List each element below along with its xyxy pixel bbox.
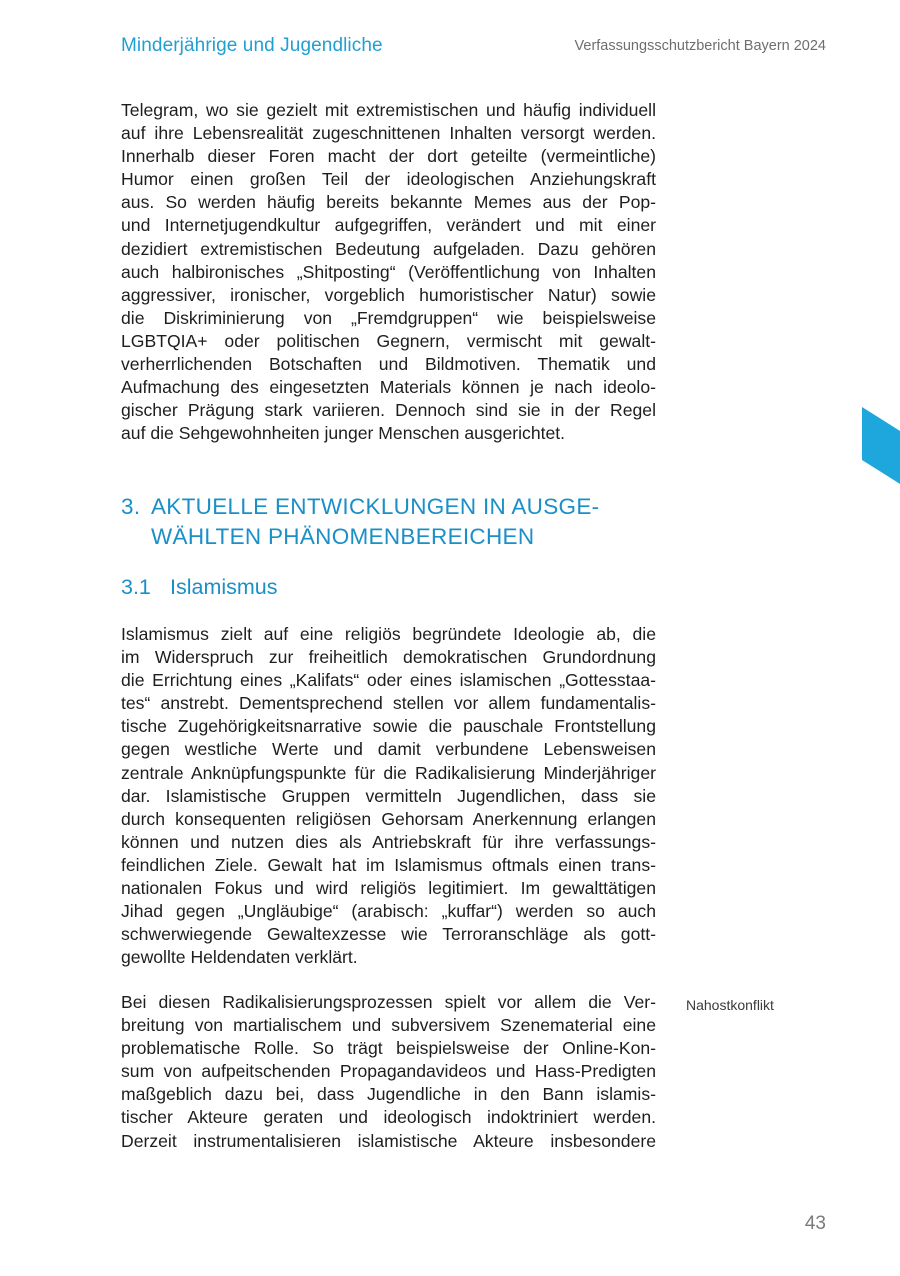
text-line: können und nutzen dies als Antriebskraft für ihre verfassungs- [121, 831, 656, 852]
running-header-publication: Verfassungsschutzbericht Bayern 2024 [574, 38, 826, 54]
text-line: Islamismus zielt auf eine religiös begründete Ideologie ab, die [121, 624, 656, 644]
text-line: aus. So werden häufig bereits bekannte Memes aus der Pop- [121, 192, 656, 213]
text-line: gischer Prägung stark variieren. Dennoch sind sie in der Regel [121, 400, 656, 421]
text-line: auf ihre Lebensrealität zugeschnittenen Inhalten versorgt werden. [121, 123, 656, 144]
paragraph-islamismus-definition [121, 623, 656, 969]
text-line: gegen westliche Werte und damit verbundene Lebensweisen [121, 739, 656, 760]
text-line: und Internetjugendkultur aufgegriffen, verändert und mit einer [121, 215, 656, 236]
text-line: Aufmachung des eingesetzten Materials können je nach ideolo- [121, 377, 656, 398]
chapter-tab-marker-icon [862, 407, 900, 485]
text-line: Telegram, wo sie gezielt mit extremistischen und häufig individuell [121, 100, 656, 120]
text-line: nationalen Fokus und wird religiös legitimiert. Im gewalttätigen [121, 878, 656, 899]
page-number: 43 [804, 1213, 826, 1234]
margin-note-nahostkonflikt: Nahostkonflikt [686, 997, 774, 1013]
text-line: dezidiert extremistischen Bedeutung aufgeladen. Dazu gehören [121, 238, 656, 259]
section-number: 3. [121, 494, 141, 519]
section-heading [121, 492, 599, 552]
paragraph-intro [121, 99, 656, 445]
text-line: dar. Islamistische Gruppen vermitteln Jugendlichen, dass sie [121, 785, 656, 806]
text-line: LGBTQIA+ oder politischen Gegnern, vermischt mit gewalt- [121, 330, 656, 351]
section-title-line-2: WÄHLTEN PHÄNOMENBEREICHEN [151, 524, 535, 549]
text-line: maßgeblich dazu bei, dass Jugendliche in den Bann islamis- [121, 1084, 656, 1105]
text-line: Derzeit instrumentalisieren islamistische Akteure insbesondere [121, 1130, 656, 1151]
text-line: sum von aufpeitschenden Propagandavideos und Hass-Predigten [121, 1061, 656, 1082]
text-line: schwerwiegende Gewaltexzesse wie Terroranschläge als gott- [121, 924, 656, 945]
text-line: Humor einen großen Teil der ideologischen Anziehungskraft [121, 169, 656, 190]
text-line: breitung von martialischem und subversivem Szenematerial eine [121, 1015, 656, 1036]
text-line: problematische Rolle. So trägt beispielsweise der Online-Kon- [121, 1038, 656, 1059]
text-line: auch halbironisches „Shitposting“ (Veröffentlichung von Inhalten [121, 261, 656, 282]
subsection-number: 3.1 [121, 575, 151, 599]
text-line: verherrlichenden Botschaften und Bildmotiven. Thematik und [121, 354, 656, 375]
subsection-title: Islamismus [170, 575, 278, 599]
text-line: tische Zugehörigkeitsnarrative sowie die pauschale Frontstellung [121, 716, 656, 737]
text-line: die Errichtung eines „Kalifats“ oder eines islamischen „Gottesstaa- [121, 670, 656, 691]
section-title-line-1: AKTUELLE ENTWICKLUNGEN IN AUSGE- [151, 494, 600, 519]
running-header-chapter: Minderjährige und Jugendliche [121, 35, 383, 56]
text-line: auf die Sehgewohnheiten junger Menschen ausgerichtet. [121, 423, 566, 444]
text-line: Jihad gegen „Ungläubige“ (arabisch: „kuffar“) werden so auch [121, 901, 656, 922]
text-line: zentrale Anknüpfungspunkte für die Radikalisierung Minderjähriger [121, 762, 656, 783]
text-line: tischer Akteure geraten und ideologisch indoktriniert werden. [121, 1107, 656, 1128]
text-line: Bei diesen Radikalisierungsprozessen spielt vor allem die Ver- [121, 992, 656, 1012]
text-line: die Diskriminierung von „Fremdgruppen“ wie beispielsweise [121, 307, 656, 328]
text-line: feindlichen Ziele. Gewalt hat im Islamismus oftmals einen trans- [121, 854, 656, 875]
text-line: aggressiver, ironischer, vorgeblich humoristischer Natur) sowie [121, 284, 656, 305]
text-line: durch konsequenten religiösen Gehorsam Anerkennung erlangen [121, 808, 656, 829]
text-line: tes“ anstrebt. Dementsprechend stellen vor allem fundamentalis- [121, 693, 656, 714]
text-line: gewollte Heldendaten verklärt. [121, 947, 358, 968]
text-line: Innerhalb dieser Foren macht der dort geteilte (vermeintliche) [121, 146, 656, 167]
paragraph-radikalisierung [121, 991, 656, 1153]
subsection-heading [121, 573, 278, 601]
text-line: im Widerspruch zur freiheitlich demokratischen Grundordnung [121, 647, 656, 668]
